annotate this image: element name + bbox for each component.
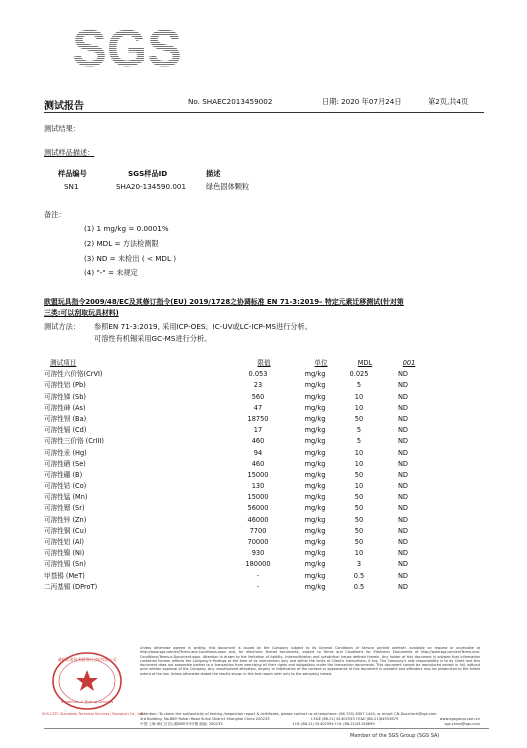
table-cell: 可溶性钴 (Co) xyxy=(44,482,87,491)
table-cell: ND xyxy=(397,437,408,446)
table-row xyxy=(44,436,484,447)
company-stamp xyxy=(50,650,124,712)
table-cell: ND xyxy=(397,538,408,546)
table-row xyxy=(44,380,484,391)
table-cell: ND xyxy=(397,426,408,435)
table-cell: 可溶性镉 (Cd) xyxy=(44,426,87,435)
table-cell: ND xyxy=(397,459,408,468)
table-cell: 可溶性砷 (As) xyxy=(44,403,86,412)
table-cell: mg/kg xyxy=(304,414,326,423)
address-en: 3rd Building, No.889 Yishan Road Xuhui District Shanghai China 200233 xyxy=(140,717,270,721)
table-cell: 可溶性锌 (Zn) xyxy=(44,515,87,524)
table-cell: 460 xyxy=(251,437,265,446)
table-cell: 5 xyxy=(356,426,362,435)
table-cell: mg/kg xyxy=(304,571,326,580)
sample-sgs-id: SHA20-134590.001 xyxy=(116,182,187,191)
table-cell: ND xyxy=(397,470,408,479)
table-row xyxy=(44,403,484,414)
table-cell: 可溶性锰 (Mn) xyxy=(44,493,88,502)
table-cell: 130 xyxy=(251,482,265,491)
table-row xyxy=(44,459,484,470)
table-cell: 可溶性六价铬(CrVI) xyxy=(44,370,103,379)
table-cell: 3 xyxy=(356,560,362,569)
header-mdl: MDL xyxy=(357,359,373,367)
table-cell: ND xyxy=(397,560,408,569)
table-cell: ND xyxy=(397,515,408,524)
header-limit: 限值 xyxy=(257,359,271,367)
table-cell: 560 xyxy=(251,392,265,401)
footer-divider xyxy=(44,728,489,729)
table-cell: 50 xyxy=(354,493,364,502)
table-row xyxy=(44,582,484,593)
report-title: 测试报告 xyxy=(44,101,84,112)
results-table-header xyxy=(44,358,484,369)
table-cell: mg/kg xyxy=(304,448,326,457)
table-cell: 可溶性锑 (Sb) xyxy=(44,392,86,401)
page-indicator: 第2页,共4页 xyxy=(428,97,469,106)
table-row xyxy=(44,526,484,537)
note-item: (4) "-" = 未规定 xyxy=(84,268,138,277)
table-cell: 可溶性硒 (Se) xyxy=(44,459,86,468)
method-line-1: 参照EN 71-3:2019, 采用ICP-OES、IC-UV或LC-ICP-MS进行分析。 xyxy=(94,322,312,331)
report-date: 日期: 2020 年07月24日 xyxy=(322,97,402,106)
table-cell: 15000 xyxy=(247,493,269,502)
table-cell: 930 xyxy=(251,549,265,558)
table-row xyxy=(44,425,484,436)
method-line-2: 可溶性有机锡采用GC-MS进行分析。 xyxy=(94,334,212,343)
table-cell: 50 xyxy=(354,504,364,513)
header-sample-001: 001 xyxy=(402,359,416,367)
table-cell: 可溶性汞 (Hg) xyxy=(44,448,87,457)
table-cell: mg/kg xyxy=(304,437,326,446)
stamp-company-text: 通标标准技术服务(上海)有限公司 xyxy=(57,657,117,662)
table-row xyxy=(44,548,484,559)
table-cell: ND xyxy=(397,414,408,423)
table-cell: ND xyxy=(397,370,408,379)
table-cell: 可溶性锶 (Sr) xyxy=(44,504,85,513)
note-item: (3) ND = 未检出 ( < MDL ) xyxy=(84,254,177,263)
table-cell: 10 xyxy=(354,392,364,401)
website[interactable]: www.sgsgroup.com.cn xyxy=(439,717,480,721)
stamp-subtitle: Inspection & Testing Services xyxy=(60,700,114,704)
standard-line-1: 欧盟玩具指令2009/48/EC及其修订指令(EU) 2019/1728之协调标准 EN 71-3:2019– 特定元素迁移测试(针对第 xyxy=(44,298,404,306)
table-cell: 460 xyxy=(251,459,265,468)
table-cell: ND xyxy=(397,493,408,502)
table-cell: 94 xyxy=(253,448,263,457)
table-cell: 可溶性钡 (Ba) xyxy=(44,414,87,423)
table-cell: 可溶性铝 (Pb) xyxy=(44,381,86,390)
table-row xyxy=(44,537,484,548)
table-cell: mg/kg xyxy=(304,549,326,558)
table-cell: mg/kg xyxy=(304,560,326,569)
table-row xyxy=(44,571,484,582)
table-cell: mg/kg xyxy=(304,582,326,591)
note-item: (1) 1 mg/kg = 0.0001% xyxy=(84,224,169,233)
email[interactable]: sgs.china@sgs.com xyxy=(444,722,480,726)
table-cell: ND xyxy=(397,381,408,390)
table-cell: mg/kg xyxy=(304,459,326,468)
table-cell: 5 xyxy=(356,437,362,446)
table-cell: 0.025 xyxy=(349,370,369,379)
table-cell: mg/kg xyxy=(304,538,326,546)
table-cell: 二丙基锡 (DProT) xyxy=(44,582,98,591)
company-line: SGS-CSTC Standards Technical Services (Shanghai) Co., Ltd. xyxy=(42,712,144,716)
header-divider xyxy=(44,112,484,113)
table-cell: 可溶性硼 (B) xyxy=(44,470,83,479)
table-cell: 可溶性铝 (Al) xyxy=(44,538,84,546)
table-cell: 0.5 xyxy=(353,571,365,580)
table-cell: mg/kg xyxy=(304,515,326,524)
table-cell: mg/kg xyxy=(304,504,326,513)
table-cell: 10 xyxy=(354,448,364,457)
sample-id: SN1 xyxy=(64,182,79,191)
table-cell: 47 xyxy=(253,403,263,412)
table-row xyxy=(44,448,484,459)
table-cell: - xyxy=(256,582,260,591)
table-cell: 18750 xyxy=(247,414,269,423)
attention-line: Attention: To check the authenticity of testing /inspection report & certificate, please contact us at telephone: (86-755) 8307 1443, or email: CN.Doccheck@sgs.com xyxy=(140,712,437,716)
table-cell: 10 xyxy=(354,459,364,468)
table-cell: ND xyxy=(397,482,408,491)
table-cell: mg/kg xyxy=(304,493,326,502)
sample-header-sgs-id: SGS样品ID xyxy=(128,169,168,178)
member-line: Member of the SGS Group (SGS SA) xyxy=(350,733,440,739)
table-cell: ND xyxy=(397,549,408,558)
table-row xyxy=(44,470,484,481)
table-cell: ND xyxy=(397,582,408,591)
table-cell: 可溶性锡 (Sn) xyxy=(44,560,86,569)
table-row xyxy=(44,481,484,492)
header-unit: 单位 xyxy=(314,359,328,367)
table-cell: mg/kg xyxy=(304,526,326,535)
table-cell: 180000 xyxy=(245,560,271,569)
table-cell: mg/kg xyxy=(304,381,326,390)
table-cell: mg/kg xyxy=(304,426,326,435)
table-cell: 5 xyxy=(356,381,362,390)
notes-label: 备注： xyxy=(44,210,66,219)
terms-fine-print: Unless otherwise agreed in writing, this document is issued by the Company subject to its General Conditions of Service printed overleaf, available on request or accessible at http://www.sgs.com/en/Terms-and-Conditions.aspx and, for electronic format documents, subject to Terms and Conditions for Electronic Documents at http://www.sgs.com/en/Terms-and-Conditions/Terms-e-Document.aspx. Attention is drawn to the limitation of liability, indemnification and jurisdiction issues defined therein. Any holder of this document is advised that information contained hereon reflects the Company's findings at the time of its intervention only and within the limits of Client's instructions, if any. The Company's sole responsibility is to its Client and this document does not exonerate parties to a transaction from exercising all their rights and obligations under the transaction documents. This document cannot be reproduced except in full, without prior written approval of the Company. Any unauthorized alteration, forgery or falsification of the content or appearance of this document is unlawful and offenders may be prosecuted to the fullest extent of the law. Unless otherwise stated the results shown in this test report refer only to the sample(s) tested. xyxy=(140,646,480,676)
header-test-item: 测试项目 xyxy=(50,359,77,367)
table-cell: 可溶性镍 (Ni) xyxy=(44,549,85,558)
table-row xyxy=(44,392,484,403)
footer-contact xyxy=(140,712,480,727)
table-cell: 17 xyxy=(253,426,263,435)
table-cell: 0.053 xyxy=(248,370,268,379)
table-cell: mg/kg xyxy=(304,392,326,401)
sample-desc-label: 测试样品描述： xyxy=(44,148,95,157)
table-row xyxy=(44,369,484,380)
table-cell: 23 xyxy=(253,381,263,390)
table-cell: 70000 xyxy=(247,538,269,546)
table-cell: mg/kg xyxy=(304,403,326,412)
table-cell: - xyxy=(256,571,260,580)
sgs-logo xyxy=(66,22,188,72)
table-cell: ND xyxy=(397,392,408,401)
tel-en: t E&E (86-21) 61402553 f E&E (86-21)64953679 xyxy=(310,717,399,721)
results-table xyxy=(44,358,484,593)
table-cell: 56000 xyxy=(247,504,269,513)
standard-line-2: 三类:可以刮取玩具材料) xyxy=(44,309,119,317)
sample-header-desc: 描述 xyxy=(206,169,221,178)
address-cn: 中国·上海·徐汇区宜山路889号3号楼 邮编: 200233 xyxy=(140,722,223,726)
table-row xyxy=(44,515,484,526)
table-cell: 50 xyxy=(354,526,364,535)
table-cell: ND xyxy=(397,504,408,513)
table-cell: 50 xyxy=(354,470,364,479)
results-label: 测试结果： xyxy=(44,124,80,133)
table-row xyxy=(44,503,484,514)
report-number: No. SHAEC2013459002 xyxy=(188,97,273,106)
results-table-body xyxy=(44,369,484,593)
table-cell: 甲基锡 (MeT) xyxy=(44,571,85,580)
sample-header-id: 样品编号 xyxy=(58,169,87,178)
table-cell: 0.5 xyxy=(353,582,365,591)
table-cell: 15000 xyxy=(247,470,269,479)
table-cell: mg/kg xyxy=(304,470,326,479)
table-cell: 7700 xyxy=(249,526,267,535)
table-cell: 10 xyxy=(354,403,364,412)
table-row xyxy=(44,414,484,425)
table-cell: ND xyxy=(397,571,408,580)
table-cell: mg/kg xyxy=(304,482,326,491)
table-cell: 10 xyxy=(354,482,364,491)
sample-desc: 绿色固体颗粒 xyxy=(206,182,250,191)
table-row xyxy=(44,559,484,570)
table-cell: 50 xyxy=(354,538,364,546)
table-cell: 50 xyxy=(354,414,364,423)
table-cell: 可溶性铜 (Cu) xyxy=(44,526,87,535)
tel-cn: t HL (86-21) 61402594 f HL (86-21)61156899 xyxy=(292,722,375,726)
svg-text:SGS: SGS xyxy=(72,22,182,72)
table-cell: 46000 xyxy=(247,515,269,524)
table-cell: 50 xyxy=(354,515,364,524)
table-row xyxy=(44,492,484,503)
table-cell: mg/kg xyxy=(304,370,326,379)
table-cell: 可溶性三价铬 (CrIII) xyxy=(44,437,104,446)
table-cell: 10 xyxy=(354,549,364,558)
table-cell: ND xyxy=(397,448,408,457)
note-item: (2) MDL = 方法检测限 xyxy=(84,239,159,248)
table-cell: ND xyxy=(397,526,408,535)
table-cell: ND xyxy=(397,403,408,412)
method-label: 测试方法： xyxy=(44,322,80,331)
